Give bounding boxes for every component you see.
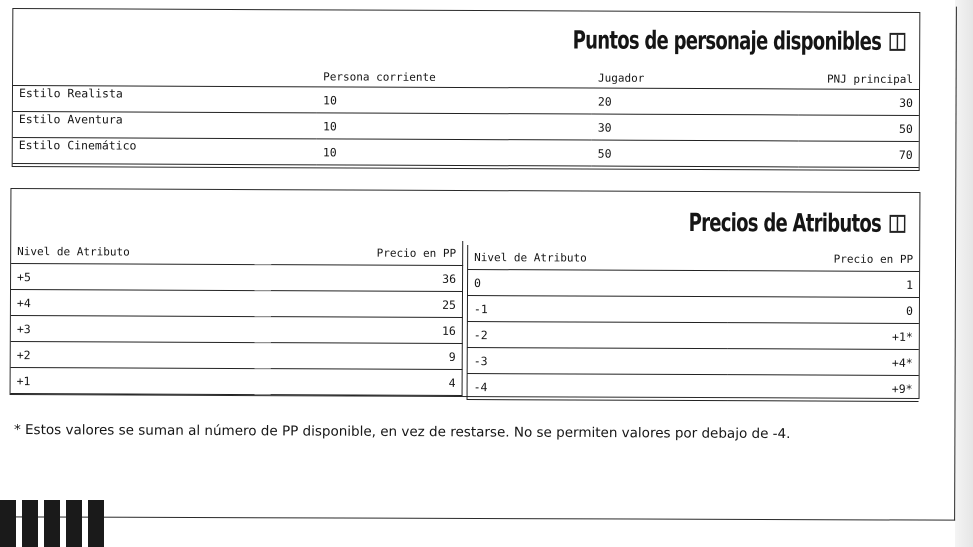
table-cell: 25	[271, 291, 463, 318]
character-points-title: Puntos de personaje disponibles	[572, 25, 881, 56]
table-cell: 16	[271, 317, 463, 344]
black-bar	[88, 500, 104, 547]
table-cell: 70	[798, 141, 918, 168]
table-row	[11, 290, 463, 318]
style-label: Estilo Aventura	[13, 112, 317, 139]
table-cell: -3	[467, 348, 728, 375]
table-cell: +2	[11, 342, 271, 369]
table-row	[11, 264, 463, 292]
table-cell: 10	[317, 139, 592, 166]
column-header: PNJ principal	[799, 68, 919, 89]
column-header: Nivel de Atributo	[11, 239, 271, 265]
attribute-prices-title: Precios de Atributos	[688, 207, 881, 238]
table-row	[13, 112, 919, 142]
table-cell: +4	[11, 290, 271, 317]
page-edge-shadow	[955, 0, 973, 547]
column-header: Persona corriente	[317, 66, 592, 88]
table-row	[11, 342, 463, 370]
table-cell: +1*	[728, 323, 919, 350]
style-label: Estilo Cinemático	[13, 138, 317, 165]
table-row	[11, 368, 463, 396]
table-cell: -2	[467, 322, 728, 349]
black-bar	[0, 500, 16, 547]
footnote: * Estos valores se suman al número de PP disponible, en vez de restarse. No se permiten valores por debajo de -4.	[13, 421, 791, 443]
table-cell: 9	[270, 343, 462, 370]
character-points-box	[12, 8, 921, 171]
table-cell: +4*	[728, 349, 919, 376]
attribute-prices-heading	[688, 208, 905, 238]
black-bar	[44, 500, 60, 547]
table-row	[13, 138, 919, 168]
column-header	[13, 65, 317, 87]
table-cell: 30	[799, 89, 919, 116]
table-row	[13, 86, 919, 116]
table-header-row	[468, 245, 920, 271]
column-header: Nivel de Atributo	[468, 245, 729, 271]
table-header-row	[11, 239, 463, 265]
table-cell: +9*	[728, 375, 919, 402]
table-cell: 0	[467, 270, 728, 297]
table-cell: 50	[798, 115, 918, 142]
character-points-heading	[572, 25, 905, 55]
table-cell: 20	[592, 88, 799, 115]
table-cell: 36	[271, 265, 463, 292]
table-cell: 30	[592, 114, 799, 141]
attribute-prices-table-negative	[467, 245, 920, 402]
table-cell: -1	[467, 296, 728, 323]
column-header: Precio en PP	[271, 240, 463, 265]
book-icon	[889, 32, 905, 50]
table-row	[467, 270, 919, 298]
table-row	[467, 374, 919, 402]
table-cell: -4	[467, 374, 728, 401]
black-bar	[66, 500, 82, 547]
style-label: Estilo Realista	[13, 86, 317, 113]
table-row	[467, 296, 919, 324]
table-cell: 50	[592, 140, 799, 167]
table-cell: +5	[11, 264, 271, 291]
table-cell: 1	[728, 271, 919, 298]
table-cell: 0	[728, 297, 919, 324]
table-row	[467, 322, 919, 350]
table-cell: 10	[317, 113, 592, 140]
attribute-prices-box	[10, 188, 921, 399]
character-points-table	[13, 65, 919, 168]
attribute-tables	[11, 239, 919, 396]
column-header: Jugador	[592, 68, 799, 89]
table-cell: 10	[317, 87, 592, 114]
table-row	[467, 348, 919, 376]
column-header: Precio en PP	[728, 246, 919, 271]
book-icon	[889, 214, 905, 232]
table-cell: +3	[11, 316, 271, 343]
edge-marks	[0, 500, 104, 547]
table-row	[11, 316, 463, 344]
table-cell: +1	[11, 368, 271, 395]
black-bar	[22, 500, 38, 547]
table-cell: 4	[270, 369, 462, 396]
attribute-prices-table-positive	[11, 239, 464, 396]
